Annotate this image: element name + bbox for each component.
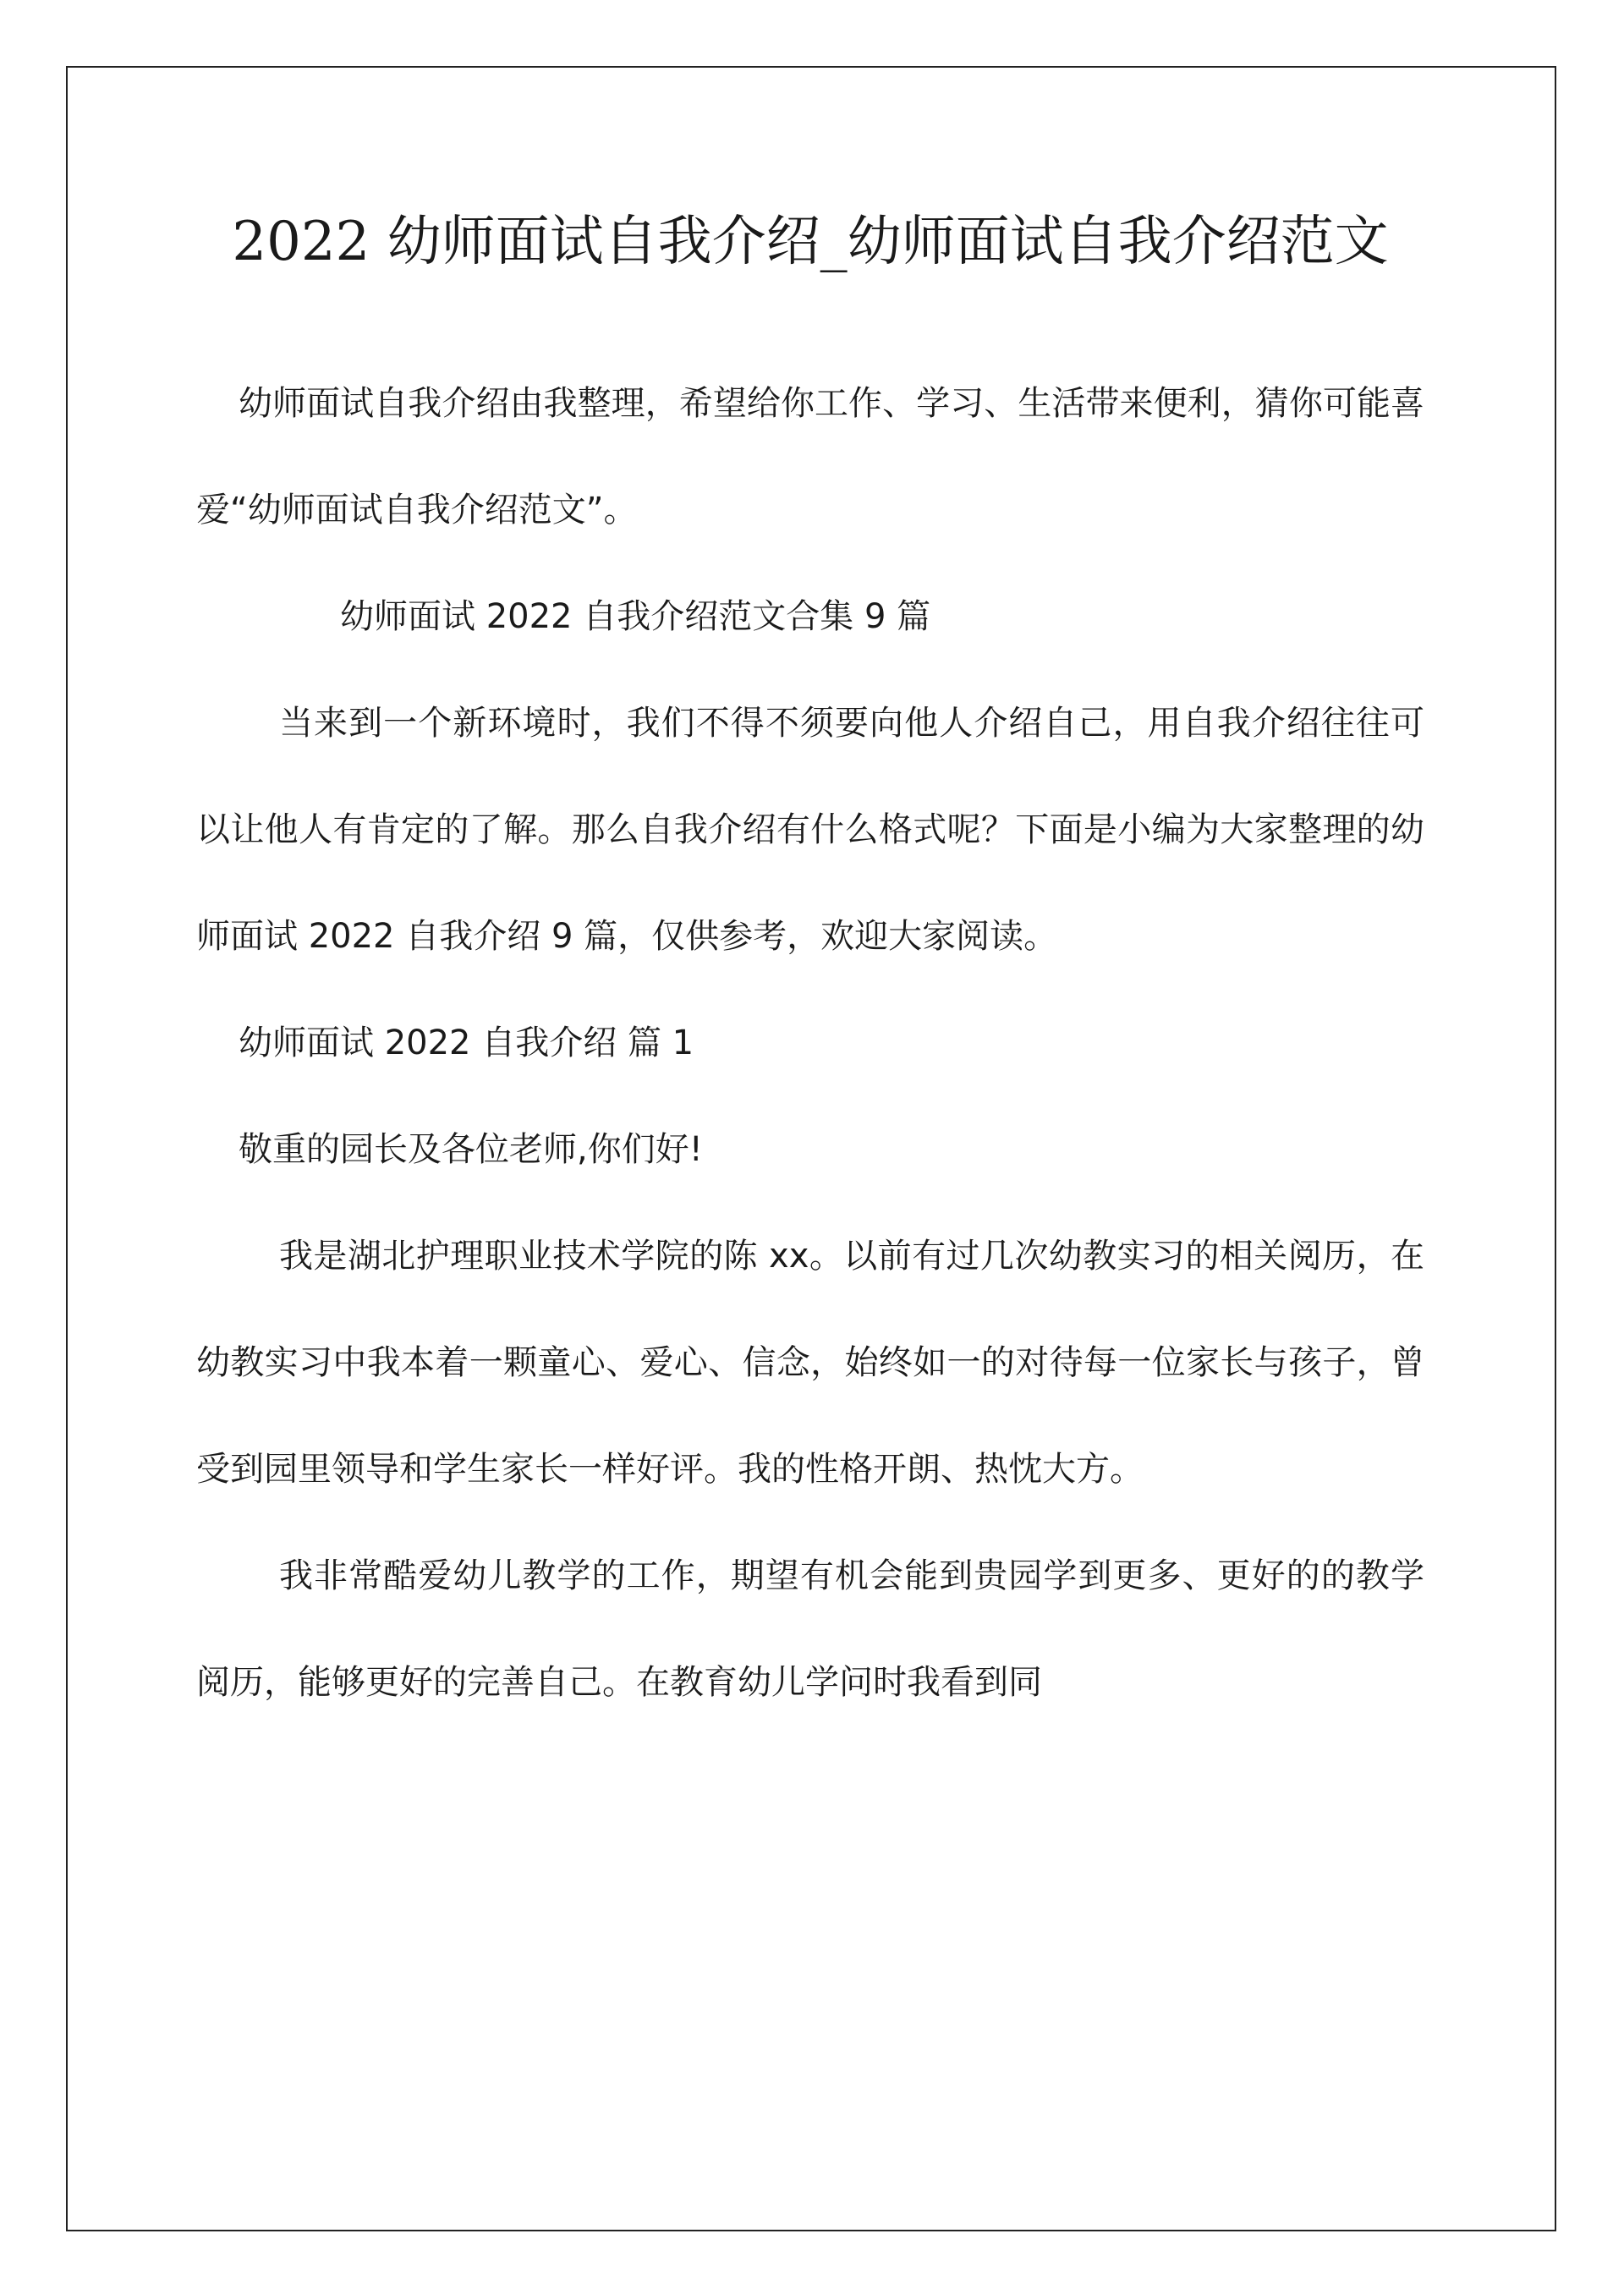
collection-heading: 幼师面试 2022 自我介绍范文合集 9 篇 — [340, 597, 931, 636]
section-heading-1: 幼师面试 2022 自我介绍 篇 1 — [239, 1024, 694, 1062]
document-title: 2022 幼师面试自我介绍_幼师面试自我介绍范文 — [232, 211, 1389, 273]
preface-paragraph: 当来到一个新环境时，我们不得不须要向他人介绍自己，用自我介绍往往可以让他人有肯定的了解。那么自我介绍有什么格式呢？下面是小编为大家整理的幼师面试 2022 自我介绍 9 篇，仅供参考，欢迎大家阅读。 — [196, 704, 1424, 956]
body-paragraph-1: 我是湖北护理职业技术学院的陈 xx。以前有过几次幼教实习的相关阅历，在幼教实习中我本着一颗童心、爱心、信念，始终如一的对待每一位家长与孩子，曾受到园里领导和学生家长一样好评。我的性格开朗、热忱大方。 — [196, 1237, 1424, 1489]
greeting-line: 敬重的园长及各位老师,你们好! — [239, 1130, 703, 1169]
intro-paragraph: 幼师面试自我介绍由我整理，希望给你工作、学习、生活带来便利，猜你可能喜爱“幼师面试自我介绍范文”。 — [196, 384, 1424, 530]
body-paragraph-2: 我非常酷爱幼儿教学的工作，期望有机会能到贵园学到更多、更好的的教学阅历，能够更好的完善自己。在教育幼儿学问时我看到同 — [196, 1556, 1424, 1702]
document-body — [196, 195, 1424, 1736]
